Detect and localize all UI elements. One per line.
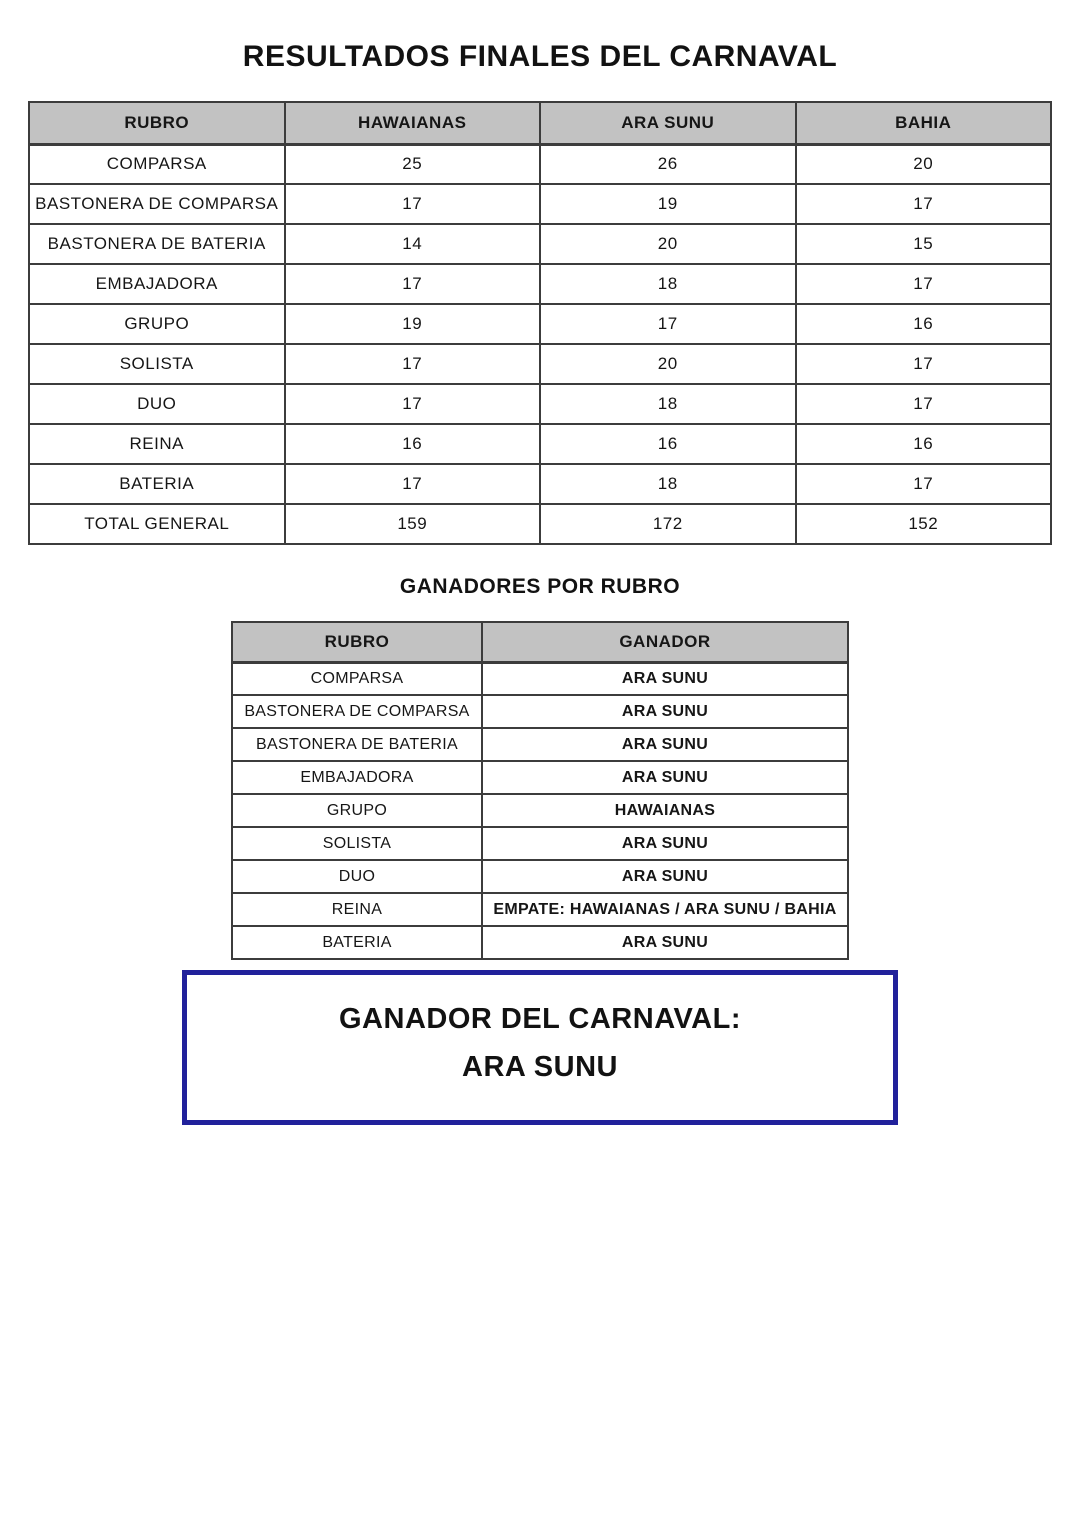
results-table <box>28 101 1052 545</box>
score-cell: 17 <box>285 264 541 304</box>
score-cell: 17 <box>796 184 1052 224</box>
winners-section-title: GANADORES POR RUBRO <box>399 575 681 598</box>
carnival-winner-value: ARA SUNU <box>462 1051 618 1083</box>
ganador-cell: HAWAIANAS <box>482 794 848 827</box>
winners-row <box>232 893 848 926</box>
rubro-cell: EMBAJADORA <box>29 264 285 304</box>
rubro-cell: BASTONERA DE COMPARSA <box>29 184 285 224</box>
score-cell: 17 <box>796 264 1052 304</box>
winners-row <box>232 794 848 827</box>
score-cell: 20 <box>540 224 796 264</box>
ganador-cell: ARA SUNU <box>482 860 848 893</box>
rubro-cell: BASTONERA DE BATERIA <box>29 224 285 264</box>
rubro-cell: DUO <box>232 860 482 893</box>
winners-row <box>232 695 848 728</box>
score-cell: 17 <box>796 464 1052 504</box>
score-cell: 14 <box>285 224 541 264</box>
ganador-cell: ARA SUNU <box>482 926 848 959</box>
results-row <box>29 424 1051 464</box>
results-row <box>29 224 1051 264</box>
rubro-cell: SOLISTA <box>232 827 482 860</box>
score-cell: 17 <box>540 304 796 344</box>
score-cell: 17 <box>796 344 1052 384</box>
rubro-cell: BASTONERA DE COMPARSA <box>232 695 482 728</box>
score-cell: 25 <box>285 144 541 184</box>
results-row <box>29 264 1051 304</box>
winners-row <box>232 860 848 893</box>
ganador-cell: ARA SUNU <box>482 728 848 761</box>
ganador-cell: ARA SUNU <box>482 695 848 728</box>
score-cell: 16 <box>796 304 1052 344</box>
results-row <box>29 184 1051 224</box>
winners-row <box>232 926 848 959</box>
rubro-cell: BATERIA <box>232 926 482 959</box>
results-total-row <box>29 504 1051 544</box>
winners-row <box>232 827 848 860</box>
score-cell: 17 <box>285 464 541 504</box>
score-cell: 17 <box>285 344 541 384</box>
score-cell: 159 <box>285 504 541 544</box>
carnival-winner-box <box>182 970 898 1125</box>
score-cell: 19 <box>540 184 796 224</box>
rubro-cell: REINA <box>29 424 285 464</box>
winners-row <box>232 662 848 695</box>
score-cell: 20 <box>540 344 796 384</box>
score-cell: 19 <box>285 304 541 344</box>
winners-header-row <box>232 622 848 662</box>
score-cell: 20 <box>796 144 1052 184</box>
ganador-cell: ARA SUNU <box>482 761 848 794</box>
rubro-cell: DUO <box>29 384 285 424</box>
results-header-row <box>29 102 1051 144</box>
results-row <box>29 304 1051 344</box>
results-row <box>29 464 1051 504</box>
score-cell: 18 <box>540 384 796 424</box>
score-cell: 17 <box>285 384 541 424</box>
score-cell: 16 <box>285 424 541 464</box>
ganador-cell: ARA SUNU <box>482 662 848 695</box>
rubro-cell: SOLISTA <box>29 344 285 384</box>
results-row <box>29 144 1051 184</box>
results-row <box>29 344 1051 384</box>
rubro-cell: GRUPO <box>232 794 482 827</box>
rubro-cell: COMPARSA <box>232 662 482 695</box>
rubro-cell: EMBAJADORA <box>232 761 482 794</box>
page-title: RESULTADOS FINALES DEL CARNAVAL <box>242 40 838 73</box>
score-cell: 17 <box>796 384 1052 424</box>
score-cell: 152 <box>796 504 1052 544</box>
winners-header-rubro: RUBRO <box>232 622 482 662</box>
score-cell: 18 <box>540 464 796 504</box>
winners-header-ganador: GANADOR <box>482 622 848 662</box>
rubro-cell: BASTONERA DE BATERIA <box>232 728 482 761</box>
score-cell: 16 <box>540 424 796 464</box>
rubro-cell: GRUPO <box>29 304 285 344</box>
winners-table <box>231 621 849 960</box>
rubro-cell: REINA <box>232 893 482 926</box>
results-header-rubro: RUBRO <box>29 102 285 144</box>
winners-row <box>232 728 848 761</box>
score-cell: 26 <box>540 144 796 184</box>
score-cell: 15 <box>796 224 1052 264</box>
score-cell: 172 <box>540 504 796 544</box>
ganador-cell: EMPATE: HAWAIANAS / ARA SUNU / BAHIA <box>482 893 848 926</box>
rubro-cell: BATERIA <box>29 464 285 504</box>
rubro-cell: COMPARSA <box>29 144 285 184</box>
results-header-ara-sunu: ARA SUNU <box>540 102 796 144</box>
results-header-hawaianas: HAWAIANAS <box>285 102 541 144</box>
results-header-bahia: BAHIA <box>796 102 1052 144</box>
score-cell: 18 <box>540 264 796 304</box>
ganador-cell: ARA SUNU <box>482 827 848 860</box>
rubro-cell: TOTAL GENERAL <box>29 504 285 544</box>
score-cell: 16 <box>796 424 1052 464</box>
winners-row <box>232 761 848 794</box>
carnival-winner-label: GANADOR DEL CARNAVAL: <box>339 1003 741 1035</box>
results-row <box>29 384 1051 424</box>
score-cell: 17 <box>285 184 541 224</box>
